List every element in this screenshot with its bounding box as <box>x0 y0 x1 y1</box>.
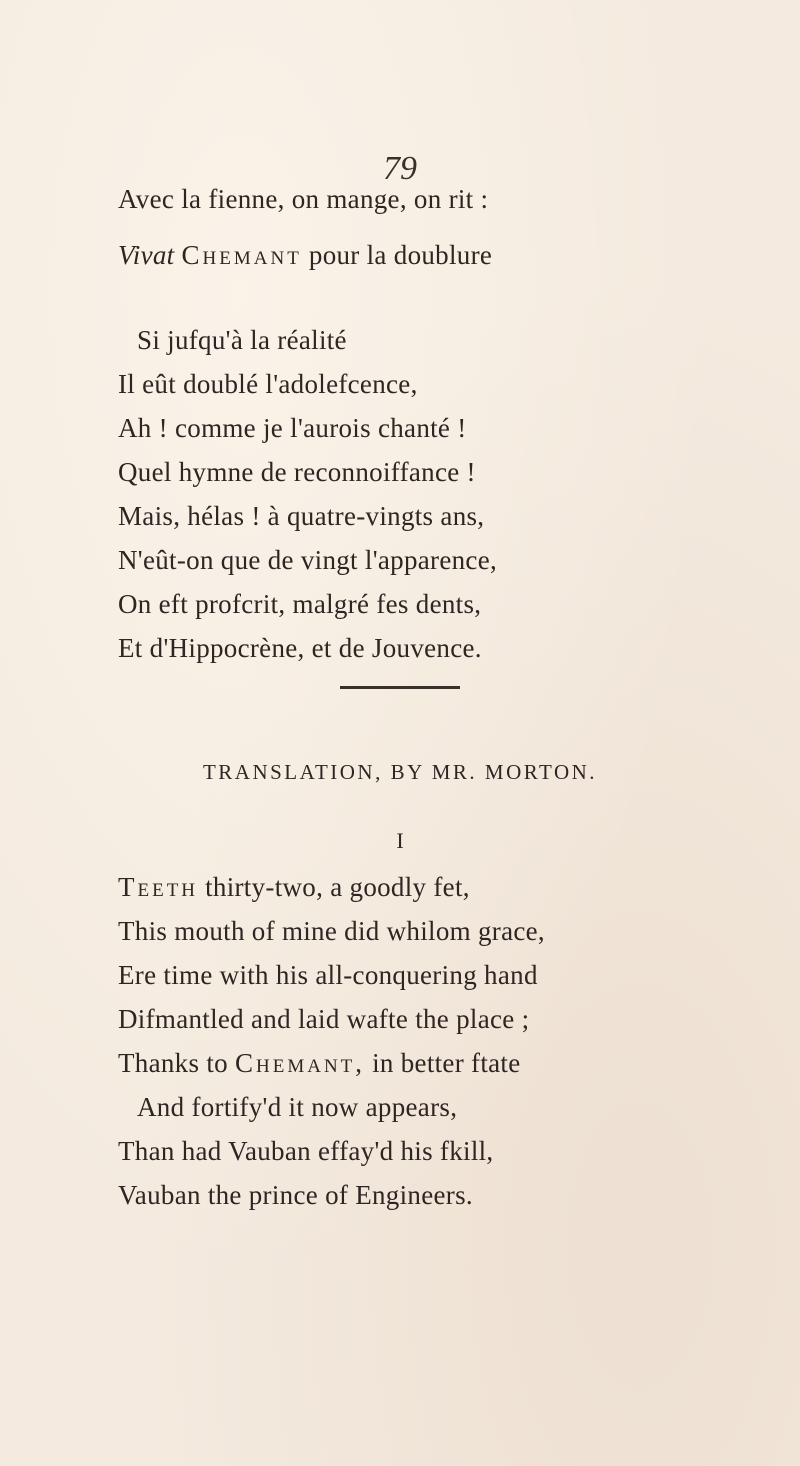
french-line-2-rest: pour la doublure <box>308 240 493 270</box>
english-line-1-rest: thirty-two, a goodly fet, <box>205 872 470 902</box>
english-line: Difmantled and laid wafte the place ; <box>118 1004 530 1034</box>
french-line-2 <box>118 240 492 271</box>
english-line: Ere time with his all-conquering hand <box>118 960 538 990</box>
french-stanza-line: Mais, hélas ! à quatre-vingts ans, <box>118 501 485 531</box>
english-line-5-rest: in better ftate <box>372 1048 521 1078</box>
section-divider <box>340 686 460 689</box>
french-stanza-line: N'eût-on que de vingt l'apparence, <box>118 545 498 575</box>
stanza-number: I <box>396 828 404 853</box>
english-line: Vauban the prince of Engineers. <box>118 1180 473 1210</box>
teeth-word: Teeth <box>118 872 199 902</box>
chemant-name: Chemant, <box>235 1048 366 1078</box>
french-stanza-line: Quel hymne de reconnoiffance ! <box>118 457 476 487</box>
french-stanza-line: Si jufqu'à la réalité <box>137 325 347 355</box>
translation-heading: TRANSLATION, BY MR. MORTON. <box>202 760 598 784</box>
page-number: 79 <box>383 150 417 187</box>
english-line-5-pre: Thanks to <box>118 1048 228 1078</box>
english-line-5 <box>118 1048 521 1079</box>
french-stanza-line: Et d'Hippocrène, et de Jouvence. <box>118 633 482 663</box>
english-line-1 <box>118 872 470 903</box>
vivat-word: Vivat <box>118 240 175 270</box>
french-stanza-line: On eft profcrit, malgré fes dents, <box>118 589 482 619</box>
french-stanza-line: Ah ! comme je l'aurois chanté ! <box>118 413 467 443</box>
english-line: Than had Vauban effay'd his fkill, <box>118 1136 494 1166</box>
english-line: This mouth of mine did whilom grace, <box>118 916 545 946</box>
french-line-1 <box>118 184 488 215</box>
french-line-1-text: Avec la fienne, on mange, on rit : <box>118 184 489 214</box>
french-stanza-line: Il eût doublé l'adolefcence, <box>118 369 418 399</box>
english-line: And fortify'd it now appears, <box>137 1092 458 1122</box>
chemant-name: Chemant <box>181 240 302 270</box>
